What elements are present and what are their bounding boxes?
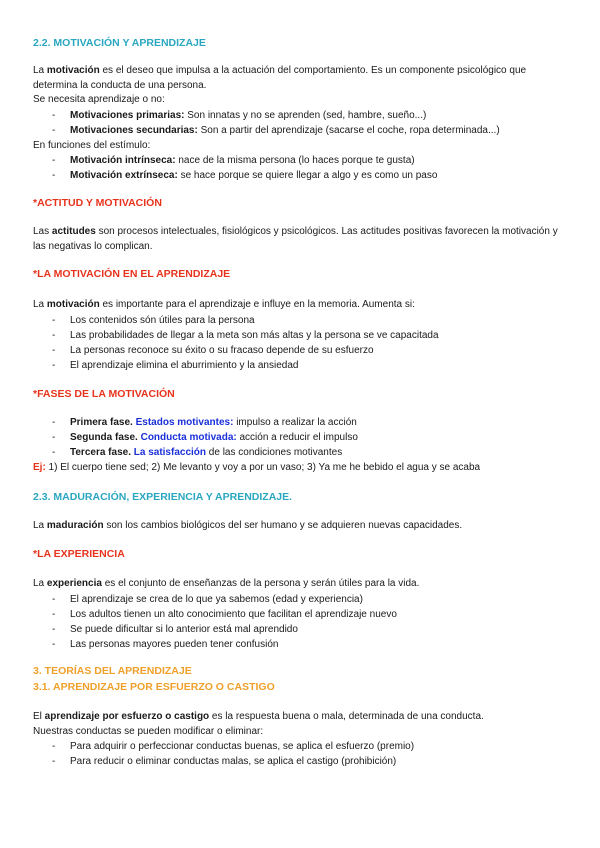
text: Los contenidos són útiles para la persona bbox=[70, 315, 255, 326]
term: Motivación extrínseca: bbox=[70, 170, 178, 181]
list-item: - Los contenidos són útiles para la persona bbox=[52, 315, 255, 326]
text: son los cambios biológicos del ser humano y se adquieren nuevas capacidades. bbox=[103, 520, 463, 531]
list-item: - El aprendizaje se crea de lo que ya sabemos (edad y experiencia) bbox=[52, 594, 363, 605]
list-aumenta-si bbox=[33, 313, 573, 373]
list-experiencia bbox=[33, 592, 573, 652]
term: Tercera fase. bbox=[70, 447, 131, 458]
text: son procesos intelectuales, fisiológicos y psicológicos. Las actitudes positivas favorecen la motivación y las negativas lo complican. bbox=[33, 226, 558, 252]
term: Primera fase. bbox=[70, 417, 133, 428]
highlight: Conducta motivada: bbox=[140, 432, 237, 443]
text: Las probabilidades de llegar a la meta son más altas y la persona se ve capacitada bbox=[70, 330, 439, 341]
text: El aprendizaje elimina el aburrimiento y la ansiedad bbox=[70, 360, 299, 371]
text: Los adultos tienen un alto conocimiento que facilitan el aprendizaje nuevo bbox=[70, 609, 397, 620]
text: Las bbox=[33, 226, 52, 237]
paragraph-actitudes bbox=[33, 225, 573, 254]
list-item: - Motivaciones secundarias: Son a partir del aprendizaje (sacarse el coche, ropa determinada...) bbox=[52, 125, 500, 136]
list-fases bbox=[33, 415, 573, 460]
text: es el deseo que impulsa a la actuación del comportamiento. Es un componente psicológico que determina la conducta de una persona. bbox=[33, 65, 527, 91]
list-item: - El aprendizaje elimina el aburrimiento y la ansiedad bbox=[52, 360, 299, 371]
section-heading-motivacion-aprendizaje: *LA MOTIVACIÓN EN EL APRENDIZAJE bbox=[33, 268, 231, 280]
term-aprendizaje-esfuerzo-castigo: aprendizaje por esfuerzo o castigo bbox=[44, 711, 210, 722]
text: La personas reconoce su éxito o su fracaso depende de su esfuerzo bbox=[70, 345, 374, 356]
section-heading-2-3: 2.3. MADURACIÓN, EXPERIENCIA Y APRENDIZAJE. bbox=[33, 491, 293, 503]
paragraph-maduracion bbox=[33, 519, 573, 534]
section-heading-3-1: 3.1. APRENDIZAJE POR ESFUERZO O CASTIGO bbox=[33, 681, 275, 693]
text: Nuestras conductas se pueden modificar o eliminar: bbox=[33, 725, 264, 737]
text: 1) El cuerpo tiene sed; 2) Me levanto y voy a por un vaso; 3) Ya me he bebido el agua y se acaba bbox=[45, 462, 481, 473]
text: impulso a realizar la acción bbox=[233, 417, 357, 428]
text: se hace porque se quiere llegar a algo y es como un paso bbox=[177, 170, 438, 181]
text: Son a partir del aprendizaje (sacarse el coche, ropa determinada...) bbox=[197, 125, 500, 136]
text: Se puede dificultar si lo anterior está mal aprendido bbox=[70, 624, 298, 635]
term: Segunda fase. bbox=[70, 432, 138, 443]
term-motivacion: motivación bbox=[46, 65, 100, 76]
text: es importante para el aprendizaje e influye en la memoria. Aumenta si: bbox=[99, 299, 415, 310]
highlight: La satisfacción bbox=[133, 447, 207, 458]
list-item: - Motivación intrínseca: nace de la misma persona (lo haces porque te gusta) bbox=[52, 155, 415, 166]
text: La bbox=[33, 65, 47, 76]
text: nace de la misma persona (lo haces porque te gusta) bbox=[175, 155, 415, 166]
list-item: - Las personas mayores pueden tener confusión bbox=[52, 639, 279, 650]
text: El aprendizaje se crea de lo que ya sabemos (edad y experiencia) bbox=[70, 594, 363, 605]
term: Motivaciones primarias: bbox=[70, 110, 185, 121]
list-conductas bbox=[33, 739, 573, 769]
paragraph-experiencia bbox=[33, 577, 573, 592]
example-line bbox=[33, 461, 573, 476]
paragraph-esfuerzo-castigo bbox=[33, 710, 573, 739]
section-heading-fases: *FASES DE LA MOTIVACIÓN bbox=[33, 388, 175, 400]
section-heading-3: 3. TEORÍAS DEL APRENDIZAJE bbox=[33, 665, 192, 677]
text: La bbox=[33, 299, 47, 310]
term-motivacion: motivación bbox=[46, 299, 100, 310]
text: es el conjunto de enseñanzas de la persona y serán útiles para la vida. bbox=[101, 578, 420, 589]
term-experiencia: experiencia bbox=[46, 578, 102, 589]
list-item: - Primera fase. Estados motivantes: impulso a realizar la acción bbox=[52, 417, 357, 428]
text: acción a reducir el impulso bbox=[236, 432, 358, 443]
term-actitudes: actitudes bbox=[51, 226, 96, 237]
list-item: - Tercera fase. La satisfacción de las condiciones motivantes bbox=[52, 447, 343, 458]
text: Se necesita aprendizaje o no: bbox=[33, 94, 165, 105]
term: Motivación intrínseca: bbox=[70, 155, 176, 166]
text: La bbox=[33, 578, 47, 589]
list-estimulo bbox=[33, 153, 573, 183]
section-heading-experiencia: *LA EXPERIENCIA bbox=[33, 548, 125, 560]
section-heading-actitud: *ACTITUD Y MOTIVACIÓN bbox=[33, 197, 162, 209]
highlight: Estados motivantes: bbox=[135, 417, 234, 428]
list-item: - Motivaciones primarias: Son innatas y no se aprenden (sed, hambre, sueño...) bbox=[52, 110, 427, 121]
list-item: - La personas reconoce su éxito o su fracaso depende de su esfuerzo bbox=[52, 345, 374, 356]
paragraph-motivacion bbox=[33, 64, 573, 108]
text: es la respuesta buena o mala, determinada de una conducta. bbox=[209, 711, 484, 722]
paragraph-motivacion-aprendizaje bbox=[33, 298, 573, 313]
section-heading-2-2: 2.2. MOTIVACIÓN Y APRENDIZAJE bbox=[33, 37, 206, 49]
text: Son innatas y no se aprenden (sed, hambre, sueño...) bbox=[184, 110, 427, 121]
term-maduracion: maduración bbox=[46, 520, 104, 531]
text: Para reducir o eliminar conductas malas, se aplica el castigo (prohibición) bbox=[70, 756, 397, 767]
list-item: - Para adquirir o perfeccionar conductas buenas, se aplica el esfuerzo (premio) bbox=[52, 741, 415, 752]
example-label: Ej: bbox=[33, 462, 46, 473]
text: El bbox=[33, 711, 45, 722]
list-item: - Segunda fase. Conducta motivada: acción a reducir el impulso bbox=[52, 432, 358, 443]
list-item: - Para reducir o eliminar conductas malas, se aplica el castigo (prohibición) bbox=[52, 756, 397, 767]
list-item: - Los adultos tienen un alto conocimiento que facilitan el aprendizaje nuevo bbox=[52, 609, 397, 620]
term: Motivaciones secundarias: bbox=[70, 125, 198, 136]
list-motivaciones bbox=[33, 108, 573, 138]
list-item: - Las probabilidades de llegar a la meta son más altas y la persona se ve capacitada bbox=[52, 330, 439, 341]
list-item: - Motivación extrínseca: se hace porque se quiere llegar a algo y es como un paso bbox=[52, 170, 438, 181]
text: de las condiciones motivantes bbox=[206, 447, 343, 458]
paragraph-estimulo: En funciones del estímulo: bbox=[33, 140, 151, 151]
list-item: - Se puede dificultar si lo anterior está mal aprendido bbox=[52, 624, 298, 635]
text: Para adquirir o perfeccionar conductas buenas, se aplica el esfuerzo (premio) bbox=[70, 741, 415, 752]
text: La bbox=[33, 520, 47, 531]
text: Las personas mayores pueden tener confusión bbox=[70, 639, 279, 650]
